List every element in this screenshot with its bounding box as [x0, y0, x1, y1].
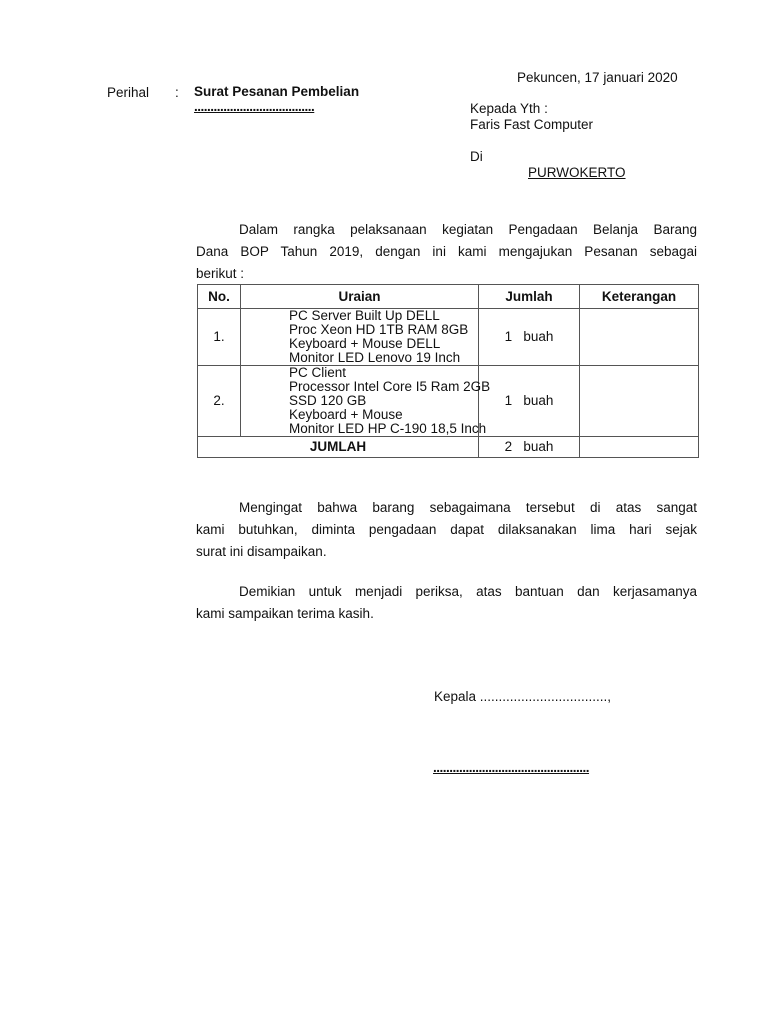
header-notes: Keterangan	[580, 285, 699, 309]
table-row	[198, 309, 699, 366]
description-line: Monitor LED HP C-190 18,5 Inch	[289, 421, 487, 436]
description-line: Monitor LED Lenovo 19 Inch	[289, 350, 461, 365]
signature-title: Kepala ..................................,	[434, 689, 612, 704]
quantity-unit: buah	[523, 329, 554, 344]
row-description	[241, 365, 491, 437]
subject-dots: .....................................	[194, 99, 315, 114]
subject-label: Perihal	[107, 85, 150, 100]
recipient-label: Kepada Yth :	[470, 101, 548, 116]
row-quantity	[479, 309, 580, 366]
quantity-value: 1	[504, 329, 513, 344]
subject-colon: :	[175, 85, 179, 100]
description-line: SSD 120 GB	[289, 393, 367, 408]
row-number: 1.	[198, 309, 241, 366]
table-header-row	[198, 285, 699, 309]
table-total-row	[198, 437, 699, 458]
header-no: No.	[198, 285, 241, 309]
table-row	[198, 366, 699, 437]
body-line: kami butuhkan, diminta pengadaan dapat dilaksanakan lima hari sejak	[196, 522, 697, 537]
row-quantity	[479, 366, 580, 437]
row-note	[580, 366, 699, 437]
description-line: PC Server Built Up DELL	[289, 308, 440, 323]
recipient-city: PURWOKERTO	[528, 165, 626, 180]
signature-name-dots: ................................................	[433, 760, 590, 775]
row-note	[580, 309, 699, 366]
recipient-di-label: Di	[470, 149, 483, 164]
total-quantity-value: 2	[504, 439, 513, 454]
body-line: Mengingat bahwa barang sebagaimana tersebut di atas sangat	[239, 500, 697, 515]
total-note	[580, 437, 699, 458]
order-table	[197, 284, 699, 458]
body-line: surat ini disampaikan.	[196, 544, 327, 559]
subject-value: Surat Pesanan Pembelian	[194, 84, 360, 99]
intro-line: Dana BOP Tahun 2019, dengan ini kami mengajukan Pesanan sebagai	[196, 244, 697, 259]
recipient-name: Faris Fast Computer	[470, 117, 594, 132]
description-line: Keyboard + Mouse DELL	[289, 336, 441, 351]
header-quantity: Jumlah	[479, 285, 580, 309]
description-line: Keyboard + Mouse	[289, 407, 403, 422]
total-quantity-unit: buah	[523, 439, 554, 454]
row-description	[241, 309, 479, 366]
intro-line: berikut :	[196, 266, 245, 281]
description-line: Proc Xeon HD 1TB RAM 8GB	[289, 322, 469, 337]
description-line: PC Client	[289, 365, 347, 380]
intro-paragraph	[196, 219, 697, 285]
header-description: Uraian	[241, 285, 479, 309]
place-date: Pekuncen, 17 januari 2020	[517, 70, 678, 85]
body-paragraph-2	[196, 581, 697, 625]
quantity-value: 1	[504, 393, 513, 408]
description-line: Processor Intel Core I5 Ram 2GB	[289, 379, 491, 394]
total-quantity	[479, 437, 580, 458]
body-line: kami sampaikan terima kasih.	[196, 606, 374, 621]
body-paragraph-1	[196, 497, 697, 563]
intro-line: Dalam rangka pelaksanaan kegiatan Pengadaan Belanja Barang	[239, 222, 697, 237]
body-line: Demikian untuk menjadi periksa, atas bantuan dan kerjasamanya	[239, 584, 697, 599]
quantity-unit: buah	[523, 393, 554, 408]
total-label: JUMLAH	[198, 437, 479, 458]
row-number: 2.	[198, 366, 241, 437]
